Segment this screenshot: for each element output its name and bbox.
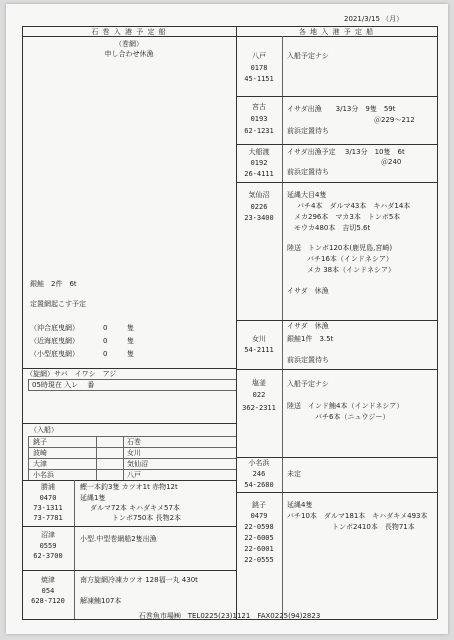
port-tel: 0192 bbox=[250, 159, 268, 167]
port-name: 宮古 bbox=[252, 103, 266, 111]
report-line: 銀鮭1件 3.5t bbox=[287, 335, 334, 343]
port-name: 沼津 bbox=[41, 531, 55, 539]
port-tel: 054 bbox=[41, 587, 55, 595]
report-line: 入船予定ナシ bbox=[287, 380, 329, 388]
port-tel: 0226 bbox=[250, 203, 268, 211]
port-tel: 22-0555 bbox=[244, 556, 274, 564]
report-line: 延縄1隻 bbox=[80, 494, 106, 502]
sokobiki-unit: 隻 bbox=[127, 337, 134, 345]
port-tel: 362-2311 bbox=[242, 404, 276, 412]
port-tel: 26-4111 bbox=[244, 170, 274, 178]
arrival-name: 銚子 bbox=[33, 438, 47, 446]
port-tel: 22-6005 bbox=[244, 534, 274, 542]
sokobiki-unit: 隻 bbox=[127, 324, 134, 332]
port-tel: 23-3400 bbox=[244, 214, 274, 222]
sokobiki-label: （沖合底曳網） bbox=[30, 324, 79, 332]
report-line: 未定 bbox=[287, 470, 301, 478]
sokobiki-label: （近海底曳網） bbox=[30, 337, 79, 345]
port-tel: 0178 bbox=[250, 64, 268, 72]
port-tel: 62-1231 bbox=[244, 127, 274, 135]
port-tel: 45-1151 bbox=[244, 75, 274, 83]
report-line: イサダ出漁 3/13分 9隻 59t bbox=[287, 105, 396, 113]
report-line: イサダ 休漁 bbox=[287, 287, 329, 295]
report-line: 前浜定置待ち bbox=[287, 168, 329, 176]
report-date: 2021/3/15 （月） bbox=[344, 15, 404, 23]
arrival-name: 波崎 bbox=[33, 449, 47, 457]
report-line: メカ 38本（インドネシア） bbox=[307, 266, 396, 274]
port-name: 焼津 bbox=[41, 576, 55, 584]
right-header: 各 地 入 港 予 定 船 bbox=[298, 28, 375, 36]
report-line: 延縄大目4隻 bbox=[287, 191, 327, 199]
report-line: ダルマ72本 キハダキメ57本 bbox=[90, 504, 180, 512]
report-line: 陸送 トンボ120本(鹿児島,宮崎) bbox=[287, 244, 393, 252]
report-line: ＠229〜212 bbox=[374, 116, 415, 124]
arrival-origin: 女川 bbox=[127, 449, 141, 457]
report-line: ＠240 bbox=[381, 158, 402, 166]
port-tel: 628-7120 bbox=[31, 597, 65, 605]
sokobiki-count: 0 bbox=[103, 337, 108, 345]
port-tel: 0559 bbox=[39, 542, 57, 550]
port-tel: 022 bbox=[252, 391, 266, 399]
port-tel: 0479 bbox=[250, 512, 268, 520]
report-line: 鰹一本釣3隻 カツオ1t 赤物12t bbox=[80, 483, 178, 491]
port-name: 気仙沼 bbox=[248, 191, 270, 199]
report-line: イサダ 休漁 bbox=[287, 322, 329, 330]
report-line: トンボ750本 長物2本 bbox=[112, 514, 182, 522]
net-note: 申し合わせ休漁 bbox=[104, 50, 154, 58]
footer-contact: 石巻魚市場㈱ TEL0225(23)1121 FAX0225(94)2823 bbox=[138, 612, 321, 620]
report-line: 陸送 インド鮪4本（インドネシア） bbox=[287, 402, 404, 410]
report-line: 前浜定置待ち bbox=[287, 127, 329, 135]
port-tel: 73-1311 bbox=[33, 504, 63, 512]
report-line: 南方旋網冷凍カツオ 128福一丸 430t bbox=[80, 576, 198, 584]
sokobiki-count: 0 bbox=[103, 350, 108, 358]
port-tel: 22-0598 bbox=[244, 523, 274, 531]
port-tel: 246 bbox=[252, 470, 266, 478]
net-title: （巻網） bbox=[115, 40, 143, 48]
purse-title: （旋網）サバ イワシ アジ bbox=[26, 370, 117, 378]
port-tel: 0470 bbox=[39, 494, 57, 502]
teichi-line: 定置網起こす予定 bbox=[30, 300, 86, 308]
arrival-origin: 石巻 bbox=[127, 438, 141, 446]
port-tel: 62-3700 bbox=[33, 552, 63, 560]
arrival-name: 小名浜 bbox=[33, 471, 54, 479]
report-line: 小型.中型巻網船2隻出漁 bbox=[80, 535, 157, 543]
port-tel: 54-2680 bbox=[244, 481, 274, 489]
port-name: 小名浜 bbox=[248, 459, 270, 467]
port-name: 銚子 bbox=[252, 501, 266, 509]
report-line: トンボ2410本 長物71本 bbox=[332, 523, 415, 531]
purse-note: 05時現在 入レ 番 bbox=[32, 381, 95, 389]
arrival-origin: 八戸 bbox=[127, 471, 141, 479]
arrival-title: （入船） bbox=[30, 426, 58, 434]
left-header: 石 巻 入 港 予 定 船 bbox=[91, 28, 167, 36]
report-line: 延縄4隻 bbox=[287, 501, 313, 509]
port-tel: 0193 bbox=[250, 115, 268, 123]
sokobiki-label: （小型底曳網） bbox=[30, 350, 79, 358]
arrival-origin: 気仙沼 bbox=[127, 460, 148, 468]
port-tel: 22-6001 bbox=[244, 545, 274, 553]
document-page bbox=[6, 4, 448, 634]
port-name: 女川 bbox=[252, 335, 266, 343]
sokobiki-count: 0 bbox=[103, 324, 108, 332]
report-line: イサダ出漁予定 3/13分 10隻 6t bbox=[287, 148, 405, 156]
report-line: 入船予定ナシ bbox=[287, 52, 329, 60]
report-line: モウカ480本 吉切5.6t bbox=[294, 224, 371, 232]
report-line: メカ296本 マカ3本 トンボ5本 bbox=[294, 213, 401, 221]
port-name: 八戸 bbox=[252, 52, 266, 60]
report-line: バチ4本 ダルマ43本 キハダ14本 bbox=[297, 202, 411, 210]
port-tel: 73-7781 bbox=[33, 514, 63, 522]
report-line: 前浜定置待ち bbox=[287, 356, 329, 364]
port-name: 塩釜 bbox=[252, 379, 266, 387]
sokobiki-unit: 隻 bbox=[127, 350, 134, 358]
arrival-name: 大津 bbox=[33, 460, 47, 468]
report-line: バチ16本（インドネシア） bbox=[307, 255, 393, 263]
report-line: 解凍鮪107本 bbox=[80, 597, 122, 605]
ginzake-line: 銀鮭 2件 6t bbox=[30, 280, 77, 288]
port-tel: 54-2111 bbox=[244, 346, 274, 354]
report-line: バチ6本（ニュウジー） bbox=[315, 413, 390, 421]
port-name: 大船渡 bbox=[248, 148, 270, 156]
report-line: バチ10本 ダルマ181本 キハダキメ493本 bbox=[287, 512, 428, 520]
port-name: 勝浦 bbox=[41, 483, 55, 491]
